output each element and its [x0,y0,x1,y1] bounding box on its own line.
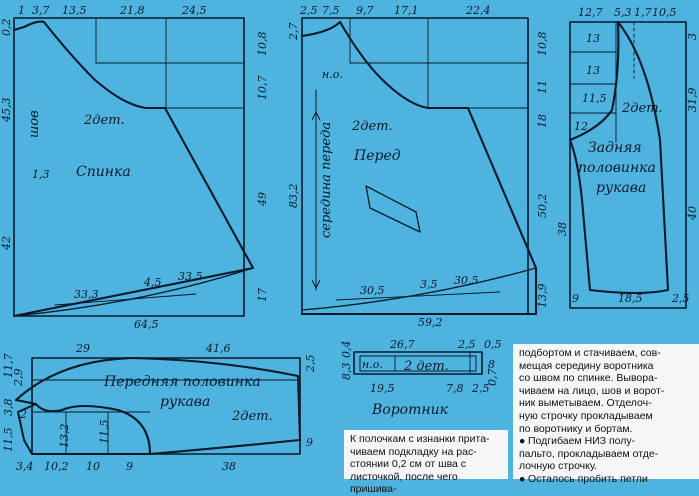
text-line: К полочкам с изнанки прита- [350,433,490,445]
front-sleeve-left-dim: 2 [20,408,27,421]
front-sleeve-count: 2дет. [232,409,273,424]
front-right-dim: 11 [536,80,549,94]
back-right-dim: 10,7 [256,75,269,100]
back-sleeve-left-dim: 13 [586,32,600,45]
back-width: 64,5 [134,318,159,331]
back-sleeve-left-dim: 38 [556,222,569,236]
front-center-label: середина переда [319,121,334,238]
front-name: Перед [354,148,401,164]
back-outline [14,22,253,316]
front-hem-dim: 30,5 [360,284,385,297]
text-line: подбортом и стачиваем, сов- [519,347,661,359]
back-sleeve-right-dim: 40 [686,206,699,220]
back-right-dim: 49 [256,192,269,206]
text-line: чиваем на лицо, шов и ворот- [519,384,665,397]
front-sleeve-inner-dim: 13,2 [58,423,71,448]
collar-top-dim: 26,7 [390,338,415,351]
front-sleeve-name-line: Передняя половинка [104,374,261,390]
collar-bottom-dim: 2,5 [472,382,490,395]
back-seam-label: шов [27,110,42,138]
collar-count: 2 дет. [404,359,449,374]
back-sleeve-top-dim: 1,7 [634,6,652,19]
front-top-dim: 2,5 [300,4,318,17]
back-right-dim: 17 [256,288,269,302]
front-width: 59,2 [418,316,443,329]
front-hem-dim: 30,5 [454,274,479,287]
collar-top-dim: 2,5 [458,338,476,351]
front-sleeve-bottom-dim: 9 [126,460,133,473]
front-labels [287,4,549,329]
instructions-left [344,430,508,496]
front-left-dim: 2,7 [287,22,300,40]
front-right-dim: 13,9 [536,283,549,308]
front-sleeve-right-dim: 2,5 [304,354,317,372]
text-line: чиваем подкладку на рас- [350,445,477,458]
front-hem-curve [302,268,536,310]
text-line: лочную строчку. [519,460,597,473]
back-top-dim: 1 [18,4,25,17]
back-sleeve-count: 2дет. [622,101,663,116]
front-sleeve-left-dim: 2,9 [12,368,25,386]
front-top-dim: 9,7 [356,4,374,17]
front-frame [302,18,528,314]
front-top-dim: 22,4 [466,4,491,17]
back-top-dim: 13,5 [62,4,87,17]
back-left-dim: 1,3 [32,168,50,181]
back-sleeve-name-line: половинка [578,160,656,176]
text-line: стоянии 0,2 см от шва с [350,458,467,471]
back-piece [14,18,253,316]
bullet-icon: ● [519,472,526,485]
back-sleeve-top-dim: 10,5 [652,6,677,19]
text-line: ● Подгибаем НИЗ полу- [519,435,636,448]
front-outline [302,22,536,314]
back-sleeve-labels [556,6,699,305]
text-line: со швом по спинке. Вывора- [519,372,658,385]
collar-left-dim: 0,4 [340,340,353,358]
back-sleeve-top-dim: 12,7 [578,6,603,19]
back-sleeve-bottom-dim: 2,5 [672,292,690,305]
instructions-right [513,344,699,485]
text-line: мещая середину воротника [519,359,654,372]
back-top-dim: 24,5 [182,4,207,17]
front-sleeve-right-dim: 9 [306,436,313,449]
front-left-dim: 83,2 [287,183,300,208]
back-sleeve-name-line: Задняя [588,140,642,156]
text-line: ник выметываем. Отделоч- [519,397,652,410]
back-sleeve-left-dim: 12 [574,120,588,133]
front-sleeve-left-dim: 11,7 [2,353,15,378]
text-line: по воротнику и бортам. [519,422,633,435]
front-sleeve-bottom-dim: 10,2 [44,460,69,473]
back-count: 2дет. [84,113,125,128]
back-sleeve-top-dim: 5,3 [614,6,632,19]
collar-right-dim: 0,7 [486,368,499,386]
collar-right-dim: 8 [488,358,495,371]
back-left-dim: 42 [0,236,13,250]
collar-labels [340,338,502,418]
front-top-dim: 7,5 [322,4,340,17]
text-line: ● Осталось пробить петли [519,472,648,485]
front-sleeve-bottom-dim: 10 [86,460,100,473]
collar-bottom-dim: 19,5 [370,382,395,395]
back-hem-dim: 4,5 [144,276,162,289]
collar-bottom-dim: 7,8 [446,382,464,395]
back-top-dim: 21,8 [120,4,145,17]
back-hem-dim: 33,3 [74,288,99,301]
front-sleeve-top-dim: 41,6 [206,342,231,355]
front-right-dim: 18 [536,114,549,128]
back-sleeve-outline [570,22,668,293]
collar-name: Воротник [372,402,448,418]
back-hem-dim: 33,5 [178,270,203,283]
front-sleeve-inner-dim: 11,5 [98,419,111,444]
front-sleeve-top-dim: 29 [76,342,90,355]
front-right-dim: 50,2 [536,193,549,218]
back-sleeve-right-dim: 3 [686,33,699,40]
back-sleeve-name-line: рукава [596,180,647,196]
front-piece [302,18,536,314]
back-top-dim: 3,7 [32,4,50,17]
back-sleeve-left-dim: 11,5 [582,92,607,105]
text-line: пальто, прокладываем отде- [519,447,659,460]
back-sleeve-bottom-dim: 9 [572,292,579,305]
back-left-dim: 0,2 [0,18,13,36]
front-count: 2дет. [352,119,393,134]
back-right-dim: 10,8 [256,31,269,56]
front-sleeve-left-dim: 11,5 [2,427,15,452]
text-line: ную строчку прокладываем [519,409,653,422]
back-sleeve-left-dim: 13 [586,64,600,77]
front-hem-dim: 3,5 [420,278,438,291]
text-line: листочкой, после чего пришива- [350,470,458,496]
back-sleeve-right-dim: 31,9 [686,87,699,112]
front-sleeve-left-dim: 3,8 [2,398,15,416]
front-top-dim: 17,1 [394,4,419,17]
collar-top-dim: 0,5 [484,338,502,351]
bullet-icon: ● [519,435,526,448]
back-sleeve-bottom-dim: 18,5 [618,292,643,305]
front-sleeve-bottom-dim: 38 [222,460,236,473]
collar-no-label: н.о. [362,358,383,371]
pocket-mark [366,186,420,232]
collar-left-dim: 8,3 [340,362,353,380]
front-right-dim: 10,8 [536,31,549,56]
front-sleeve-bottom-dim: 3,4 [16,460,34,473]
back-labels [0,4,269,331]
back-left-dim: 45,3 [0,97,13,122]
back-name: Спинка [76,164,131,180]
front-no-label: н.о. [322,68,343,81]
front-sleeve-name-line: рукава [160,394,211,410]
